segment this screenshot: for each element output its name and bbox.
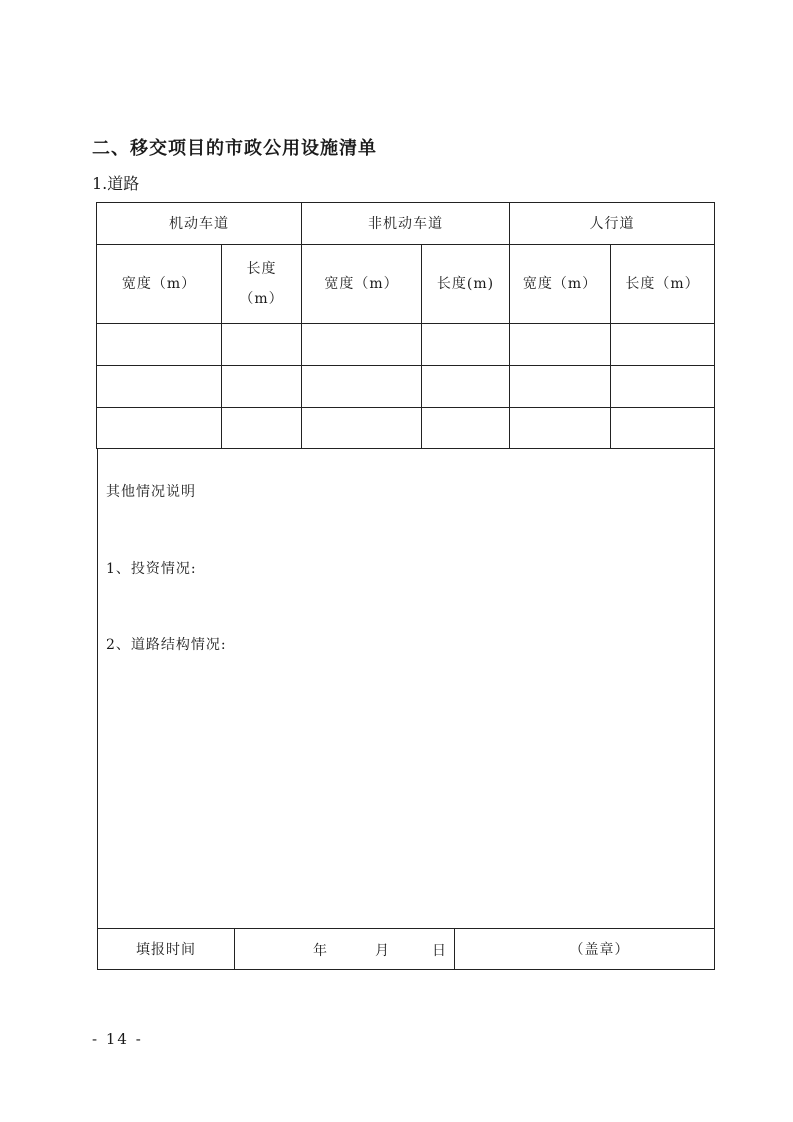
other-notes-box <box>97 448 715 928</box>
subsection-heading: 1.道路 <box>92 174 140 193</box>
group-header-motor-lane: 机动车道 <box>97 203 302 245</box>
sub-header-non-motor-length: 长度(m) <box>422 245 510 324</box>
table-cell <box>302 408 422 449</box>
section-heading: 二、移交项目的市政公用设施清单 <box>92 138 377 159</box>
page-number: - 14 - <box>92 1030 143 1048</box>
table-cell <box>222 324 302 366</box>
table-cell <box>611 324 715 366</box>
road-facilities-table <box>96 202 715 449</box>
table-cell <box>97 366 222 408</box>
notes-title: 其他情况说明 <box>106 484 196 500</box>
table-cell <box>422 366 510 408</box>
day-label: 日 <box>432 943 447 959</box>
table-cell <box>611 366 715 408</box>
table-group-header-row <box>97 203 715 245</box>
notes-road-structure-item: 2、道路结构情况: <box>106 637 227 653</box>
group-header-non-motor-lane: 非机动车道 <box>302 203 510 245</box>
fill-date-label: 填报时间 <box>98 929 235 969</box>
table-cell <box>97 408 222 449</box>
table-cell <box>510 408 611 449</box>
sub-header-motor-length: 长度 （m） <box>222 245 302 324</box>
sub-header-non-motor-width: 宽度（m） <box>302 245 422 324</box>
table-cell <box>510 324 611 366</box>
table-cell <box>302 366 422 408</box>
table-row <box>97 408 715 449</box>
seal-label: （盖章） <box>569 942 630 958</box>
table-cell <box>97 324 222 366</box>
fill-date-row <box>97 928 715 970</box>
table-cell <box>222 366 302 408</box>
table-cell <box>611 408 715 449</box>
table-row <box>97 324 715 366</box>
sub-header-sidewalk-length: 长度（m） <box>611 245 715 324</box>
table-row <box>97 366 715 408</box>
notes-investment-item: 1、投资情况: <box>106 561 197 577</box>
table-cell <box>510 366 611 408</box>
fill-date-field <box>235 929 455 969</box>
month-label: 月 <box>375 943 390 959</box>
sub-header-motor-width: 宽度（m） <box>97 245 222 324</box>
table-cell <box>222 408 302 449</box>
table-cell <box>422 324 510 366</box>
table-cell <box>302 324 422 366</box>
year-label: 年 <box>313 943 328 959</box>
table-sub-header-row <box>97 245 715 324</box>
sub-header-sidewalk-width: 宽度（m） <box>510 245 611 324</box>
table-cell <box>422 408 510 449</box>
group-header-sidewalk: 人行道 <box>510 203 715 245</box>
